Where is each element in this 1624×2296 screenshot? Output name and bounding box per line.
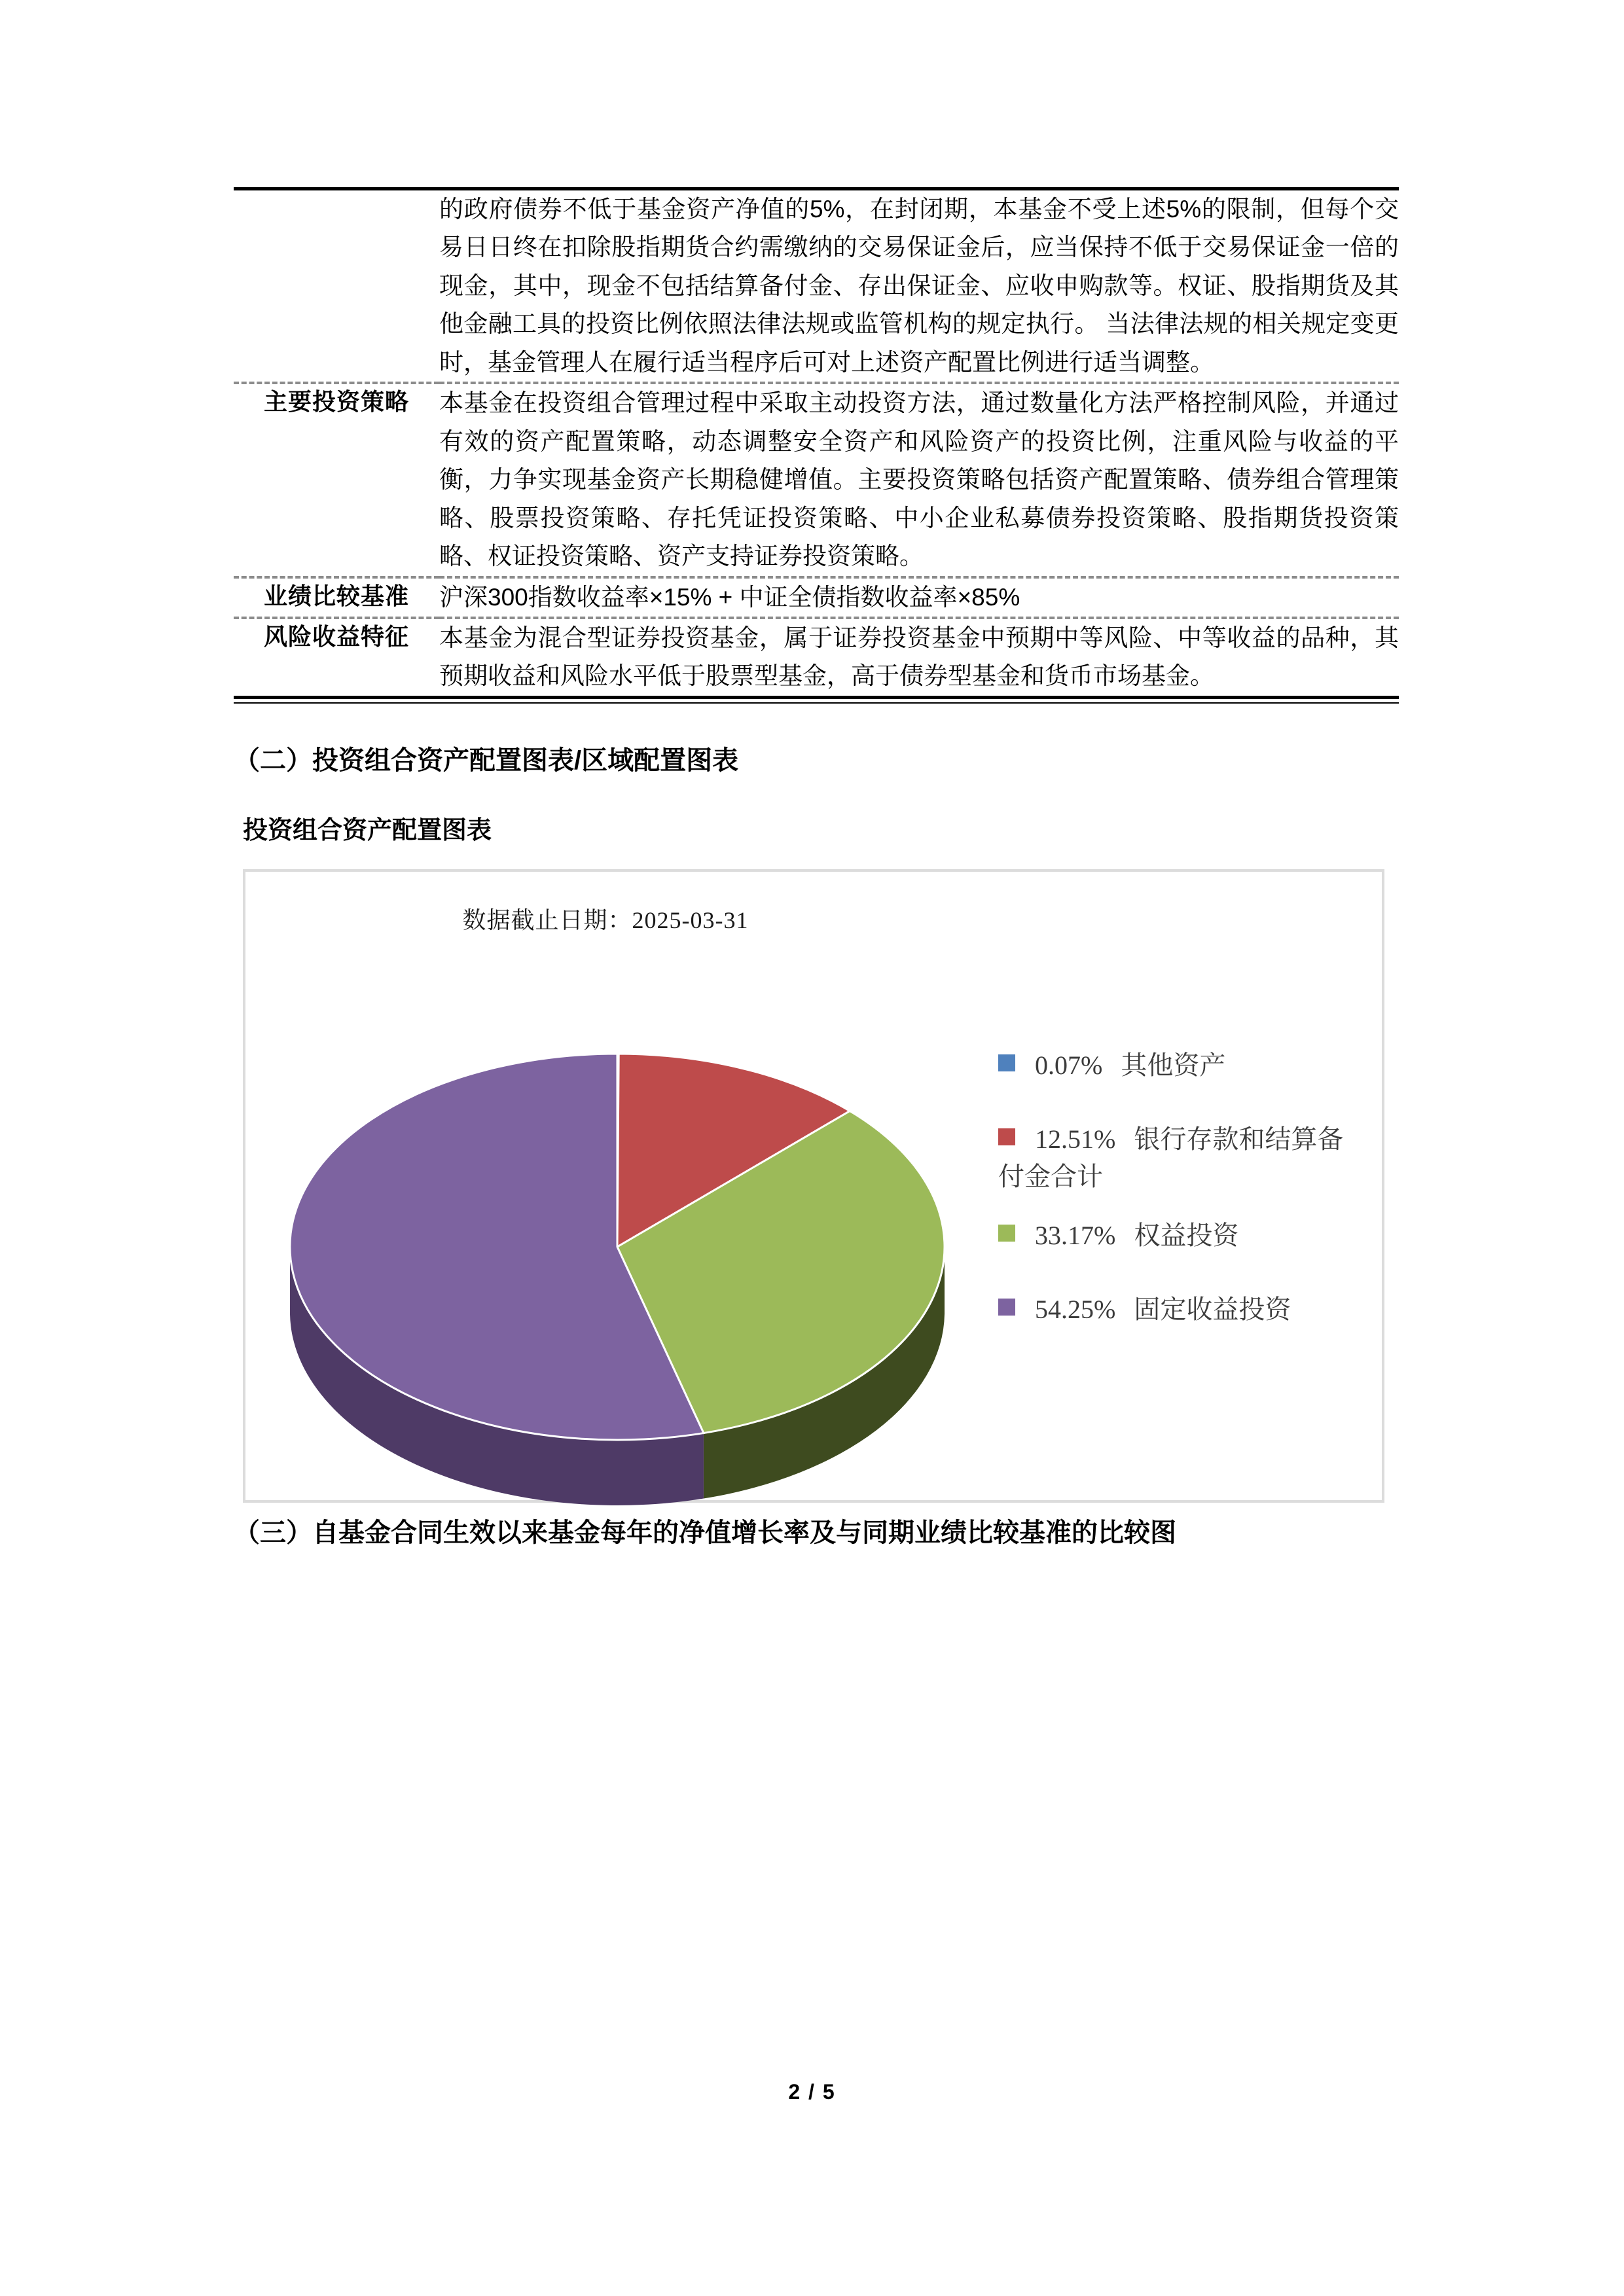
legend-value-bank-deposit: 12.51%: [1035, 1124, 1116, 1154]
legend-value-other-assets: 0.07%: [1035, 1050, 1103, 1081]
table-row-body: 本基金为混合型证券投资基金，属于证券投资基金中预期中等风险、中等收益的品种，其预期收益和风险水平低于股票型基金，高于债券型基金和货币市场基金。: [439, 624, 1399, 690]
legend-value-equity: 33.17%: [1035, 1221, 1116, 1251]
chart-section-title: 投资组合资产配置图表: [243, 816, 492, 844]
table-row-body: 本基金在投资组合管理过程中采取主动投资方法，通过数量化方法严格控制风险，并通过有效的资产配置策略，动态调整安全资产和风险资产的投资比例，注重风险与收益的平衡，力争实现基金资产长期稳健增值。主要投资策略包括资产配置策略、债券组合管理策略、股票投资策略、存托凭证投资策略、中小企业私募债券投资策略、股指期货投资策略、权证投资策略、资产支持证券投资策略。: [439, 383, 1399, 577]
legend-value-fixed-income: 54.25%: [1035, 1295, 1116, 1325]
table-row-body: 的政府债券不低于基金资产净值的5%，在封闭期，本基金不受上述5%的限制，但每个交易日日终在扣除股指期货合约需缴纳的交易保证金后，应当保持不低于交易保证金一倍的现金，其中，现金不包括结算备付金、存出保证金、应收申购款等。权证、股指期货及其他金融工具的投资比例依照法律法规或监管机构的规定执行。 当法律法规的相关规定变更时，基金管理人在履行适当程序后可对上述资产配置比例进行适当调整。: [439, 189, 1399, 384]
legend-label-equity: 权益投资: [1134, 1221, 1239, 1251]
table-row-label: 业绩比较基准: [234, 577, 439, 618]
table-bottom-rule: [234, 696, 1399, 704]
table-row-label: 风险收益特征: [263, 622, 409, 650]
legend-item-bank-deposit: [998, 1121, 1352, 1196]
page-content: [234, 187, 1399, 1553]
section-heading-three-text: （三）自基金合同生效以来基金每年的净值增长率及与同期业绩比较基准的比较图: [234, 1518, 1176, 1548]
table-row-label: [234, 189, 439, 384]
table-row: [234, 577, 1399, 618]
pie-stage: [277, 1021, 958, 1473]
pie-legend: [998, 1047, 1352, 1329]
legend-swatch-other-assets: [998, 1054, 1015, 1071]
section-heading-two: （二）投资组合资产配置图表/区域配置图表: [234, 745, 739, 775]
pie-svg: [277, 1021, 958, 1473]
table-row-body: 沪深300指数收益率×15% + 中证全债指数收益率×85%: [439, 577, 1399, 618]
table-row: [234, 383, 1399, 577]
legend-label-bank-deposit: 银行存款和结算备付金合计: [998, 1124, 1344, 1191]
legend-swatch-equity: [998, 1225, 1015, 1242]
asset-allocation-chart: [243, 869, 1384, 1503]
pie-top-faces: [290, 1054, 945, 1440]
table-row: [234, 618, 1399, 696]
legend-item-other-assets: [998, 1047, 1352, 1085]
legend-item-fixed-income: [998, 1291, 1352, 1329]
fund-info-table: [234, 187, 1399, 696]
table-row: [234, 189, 1399, 384]
legend-item-equity: [998, 1217, 1352, 1255]
legend-swatch-fixed-income: [998, 1299, 1015, 1316]
page-footer: 2 / 5: [788, 2080, 836, 2104]
legend-label-other-assets: 其他资产: [1121, 1050, 1226, 1081]
legend-label-fixed-income: 固定收益投资: [1134, 1295, 1291, 1325]
legend-swatch-bank-deposit: [998, 1128, 1015, 1145]
table-row-label: 主要投资策略: [234, 383, 439, 577]
chart-caption: 数据截止日期：2025-03-31: [462, 907, 749, 934]
section-heading-three: [234, 1513, 1399, 1553]
pie-chart-graphic: [277, 1021, 958, 1473]
